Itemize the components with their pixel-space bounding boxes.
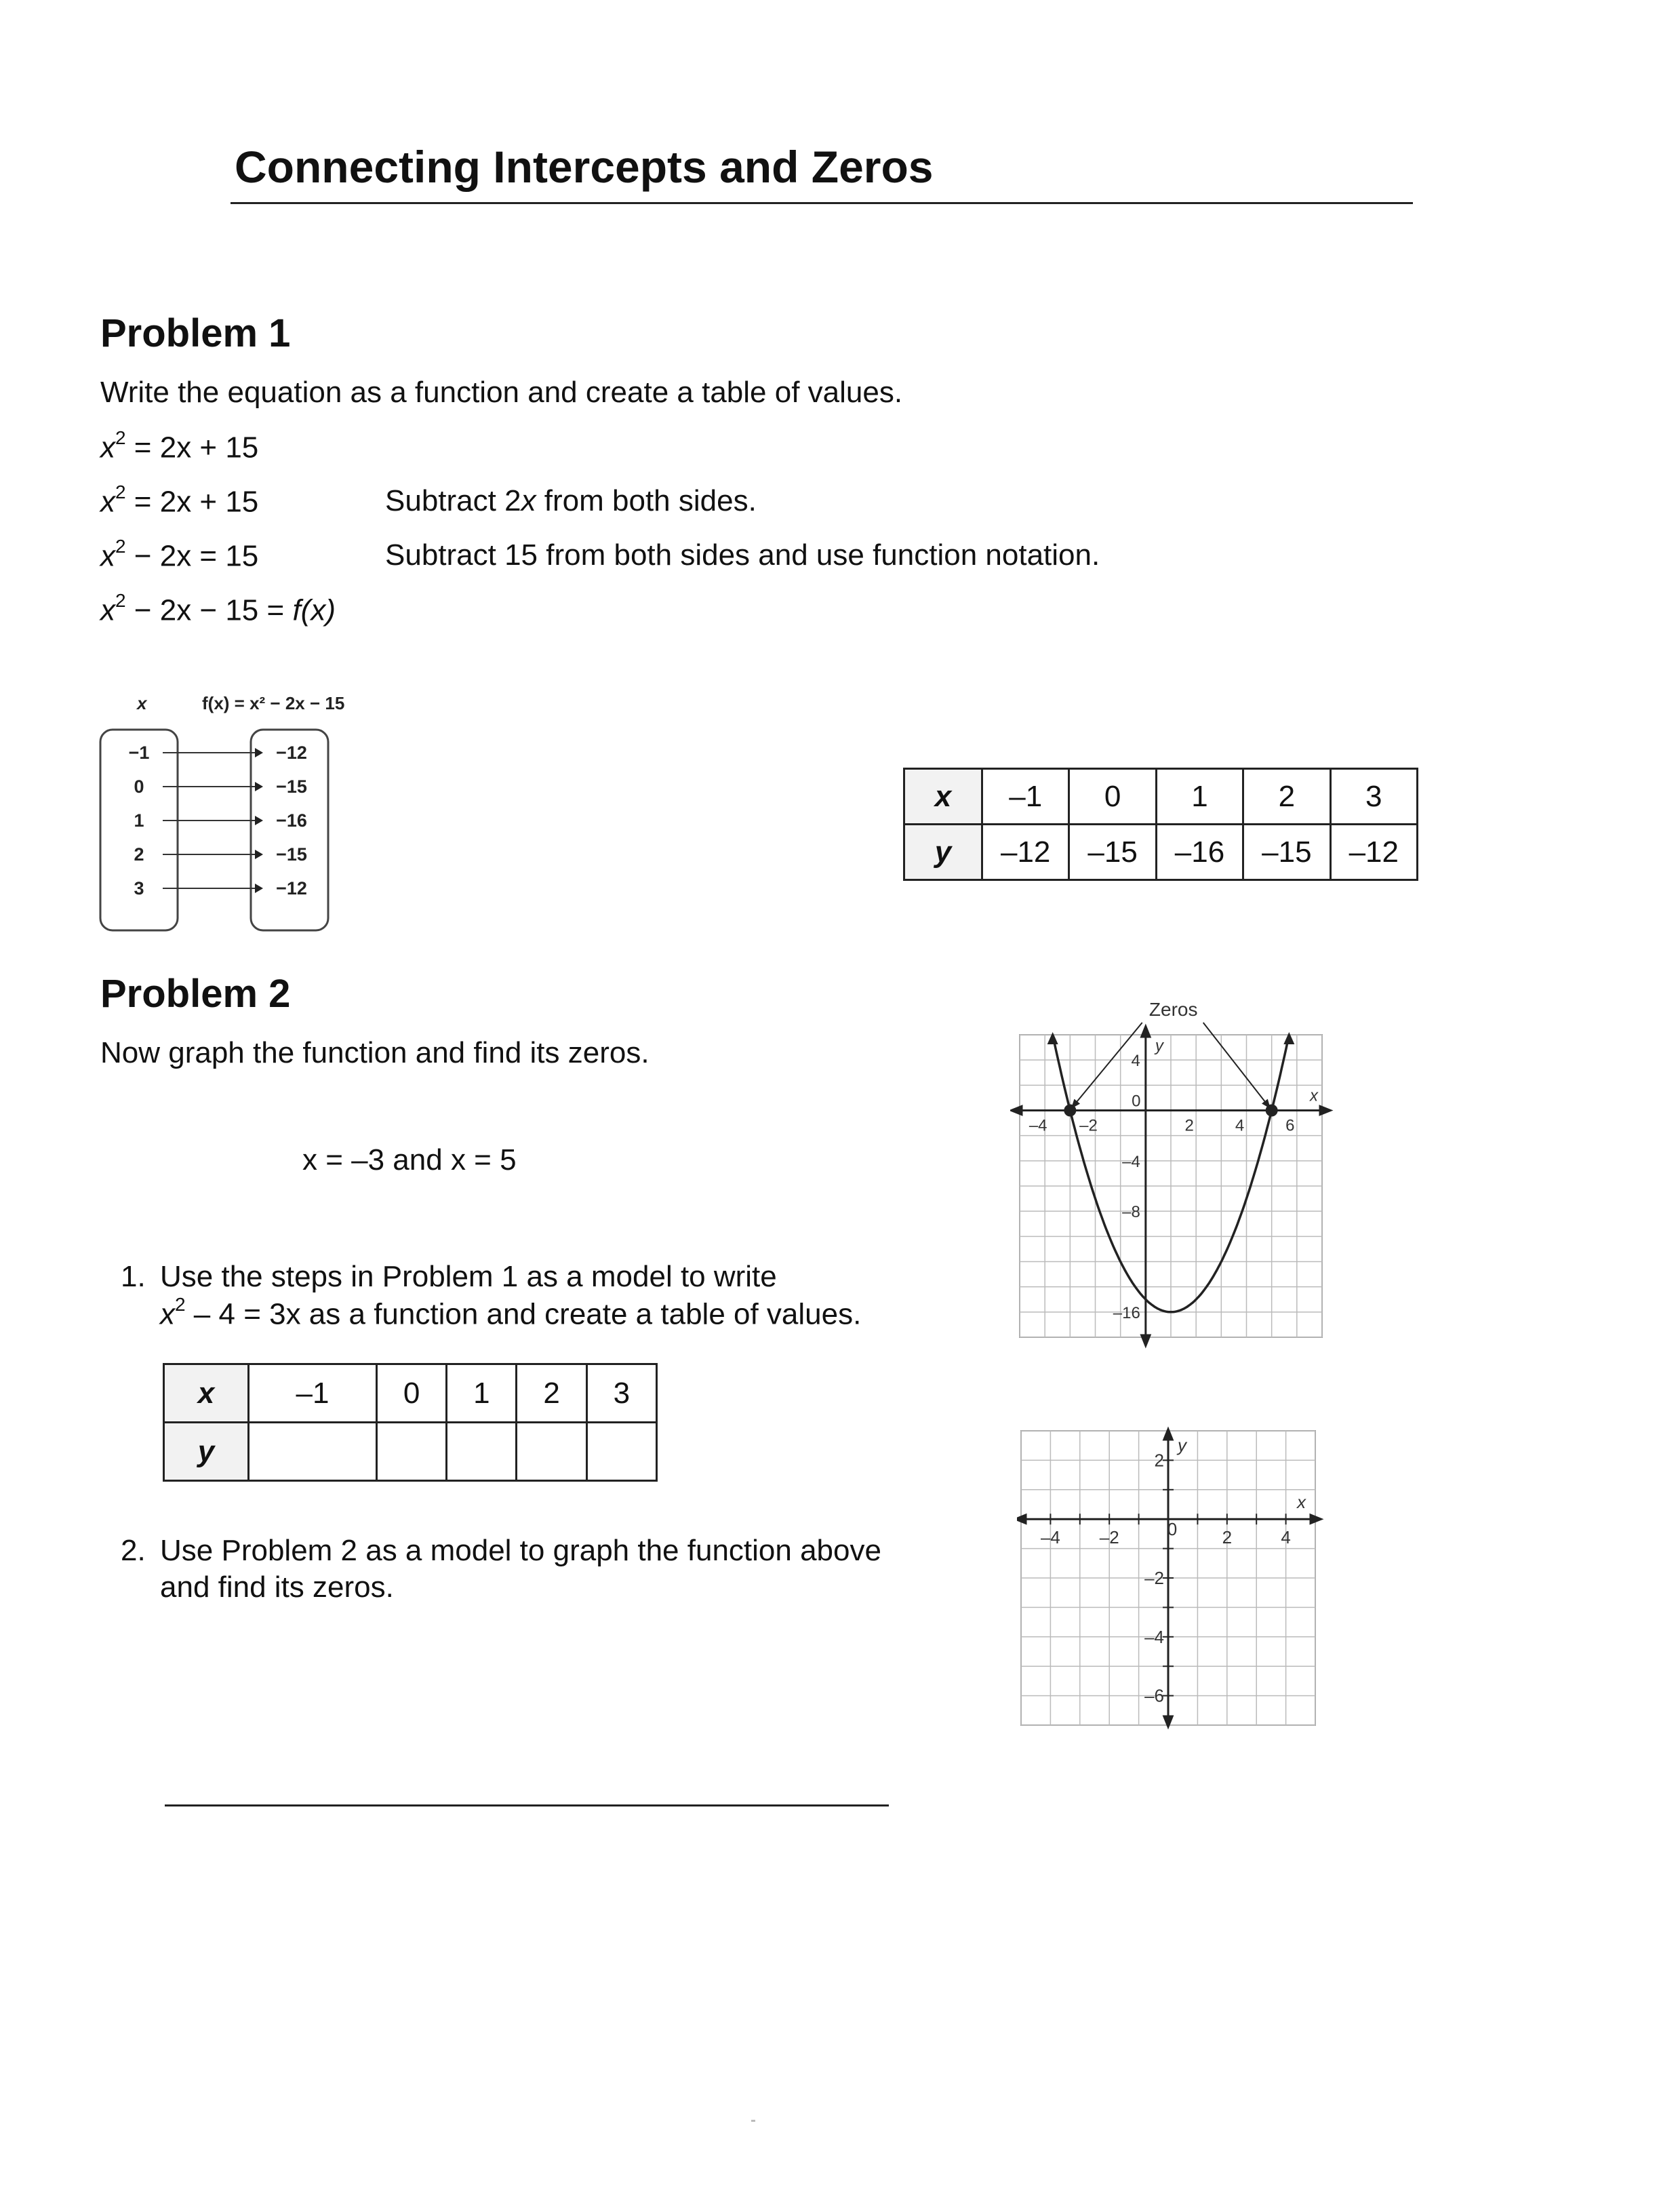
x-tick-label: –2 [1079,1116,1098,1135]
problem1-instruction: Write the equation as a function and create a table of values. [100,376,903,409]
x-tick-label: –2 [1099,1527,1119,1548]
zero-point [1064,1105,1076,1117]
equation-line-2: $x^2 = 2x + 15$ [100,481,259,519]
x-axis-label: x [1310,1086,1318,1105]
problem2-instruction: Now graph the function and find its zeros. [100,1036,650,1069]
y-tick-label: 2 [1154,1450,1164,1471]
table-cell: –1 [249,1364,377,1423]
question2-line1: Use Problem 2 as a model to graph the function above [160,1534,881,1567]
mapping-input: 1 [134,810,144,831]
table-cell: 2 [517,1364,586,1423]
y-tick-label: –4 [1144,1626,1164,1647]
problem1-heading: Problem 1 [100,311,291,355]
x-tick-label: 0 [1132,1092,1141,1111]
equation-line-1: $x^2 = 2x + 15$ [100,427,259,465]
mapping-input: −1 [128,743,150,763]
problem1-value-table [903,768,1418,881]
question2-number: 2. [121,1534,146,1567]
x-tick-label: –4 [1040,1527,1060,1548]
table-cell: –1 [982,769,1069,825]
table-cell: –12 [982,825,1069,880]
step-note-2: Subtract 15 from both sides and use function notation. [385,538,1100,572]
table-x-header: x [164,1364,249,1423]
x-tick-label: –4 [1028,1116,1047,1135]
question1-number: 1. [121,1260,146,1293]
mapping-input: 2 [134,844,144,865]
mapping-arrowhead [255,782,263,791]
question1-line1: Use the steps in Problem 1 as a model to write [160,1260,777,1293]
mapping-output: −12 [276,878,307,898]
table-input-cell[interactable] [517,1423,586,1481]
equation-line-4: $x^2 - 2x - 15 = f(x)$ [100,590,336,627]
mapping-input: 0 [134,776,144,797]
mapping-f-header: f(x) = x² − 2x − 15 [202,693,345,713]
equation-line-3: $x^2 - 2x = 15$ [100,536,259,573]
table-y-header: y [164,1423,249,1481]
y-axis-label: y [1178,1435,1186,1455]
table-cell: 0 [1069,769,1156,825]
table-x-header: x [904,769,982,825]
exercise-value-table [163,1363,658,1482]
x-tick-label: 0 [1167,1519,1178,1540]
x-tick-label: 6 [1285,1116,1295,1135]
curve-arrowhead [1283,1032,1294,1044]
table-cell: 2 [1243,769,1330,825]
title-underline [231,202,1413,204]
zeros-label: Zeros [1148,999,1198,1020]
x-axis-label: x [1297,1492,1306,1513]
mapping-output: −12 [276,743,307,763]
zero-point [1266,1105,1278,1117]
curve-arrowhead [1047,1032,1058,1044]
step-note-1: Subtract 2x from both sides. [385,484,757,517]
mapping-arrowhead [255,816,263,825]
table-cell: 1 [447,1364,517,1423]
table-cell: 0 [376,1364,446,1423]
table-input-cell[interactable] [586,1423,656,1481]
x-tick-label: 4 [1235,1116,1245,1135]
mapping-input: 3 [134,878,144,898]
x-tick-label: 2 [1184,1116,1194,1135]
x-tick-label: 2 [1222,1527,1233,1548]
mapping-x-header: x [137,693,147,713]
y-tick-label: –4 [1122,1152,1140,1171]
y-axis-label: y [1155,1037,1163,1055]
problem2-heading: Problem 2 [100,972,291,1016]
table-input-cell[interactable] [376,1423,446,1481]
question2-line2: and find its zeros. [160,1571,394,1604]
mapping-arrowhead [255,884,263,893]
mapping-arrowhead [255,748,263,757]
table-cell: –12 [1330,825,1417,880]
zeros-answer: x = –3 and x = 5 [302,1143,517,1177]
table-input-cell[interactable] [249,1423,377,1481]
y-tick-label: –8 [1122,1203,1140,1222]
graph-blank [1017,1425,1329,1737]
table-cell: –15 [1069,825,1156,880]
table-cell: 3 [586,1364,656,1423]
table-cell: 1 [1156,769,1243,825]
y-tick-label: 4 [1131,1052,1140,1071]
graph-parabola [1010,983,1336,1349]
table-cell: –16 [1156,825,1243,880]
answer-line[interactable] [165,1804,889,1806]
question1-line2: $x^2 - 4 = 3x$ as a function and create a table of values. [160,1294,862,1331]
mapping-output: −16 [276,810,307,831]
mapping-output: −15 [276,844,307,865]
table-cell: –15 [1243,825,1330,880]
table-input-cell[interactable] [447,1423,517,1481]
x-tick-label: 4 [1281,1527,1291,1548]
mapping-output: −15 [276,776,307,797]
page-title: Connecting Intercepts and Zeros [235,142,934,192]
mapping-arrowhead [255,850,263,859]
table-cell: 3 [1330,769,1417,825]
mapping-diagram [95,685,393,936]
y-tick-label: –6 [1144,1685,1164,1706]
y-tick-label: –16 [1113,1303,1140,1322]
y-tick-label: –2 [1144,1568,1164,1588]
table-y-header: y [904,825,982,880]
page-mark [751,2120,755,2122]
